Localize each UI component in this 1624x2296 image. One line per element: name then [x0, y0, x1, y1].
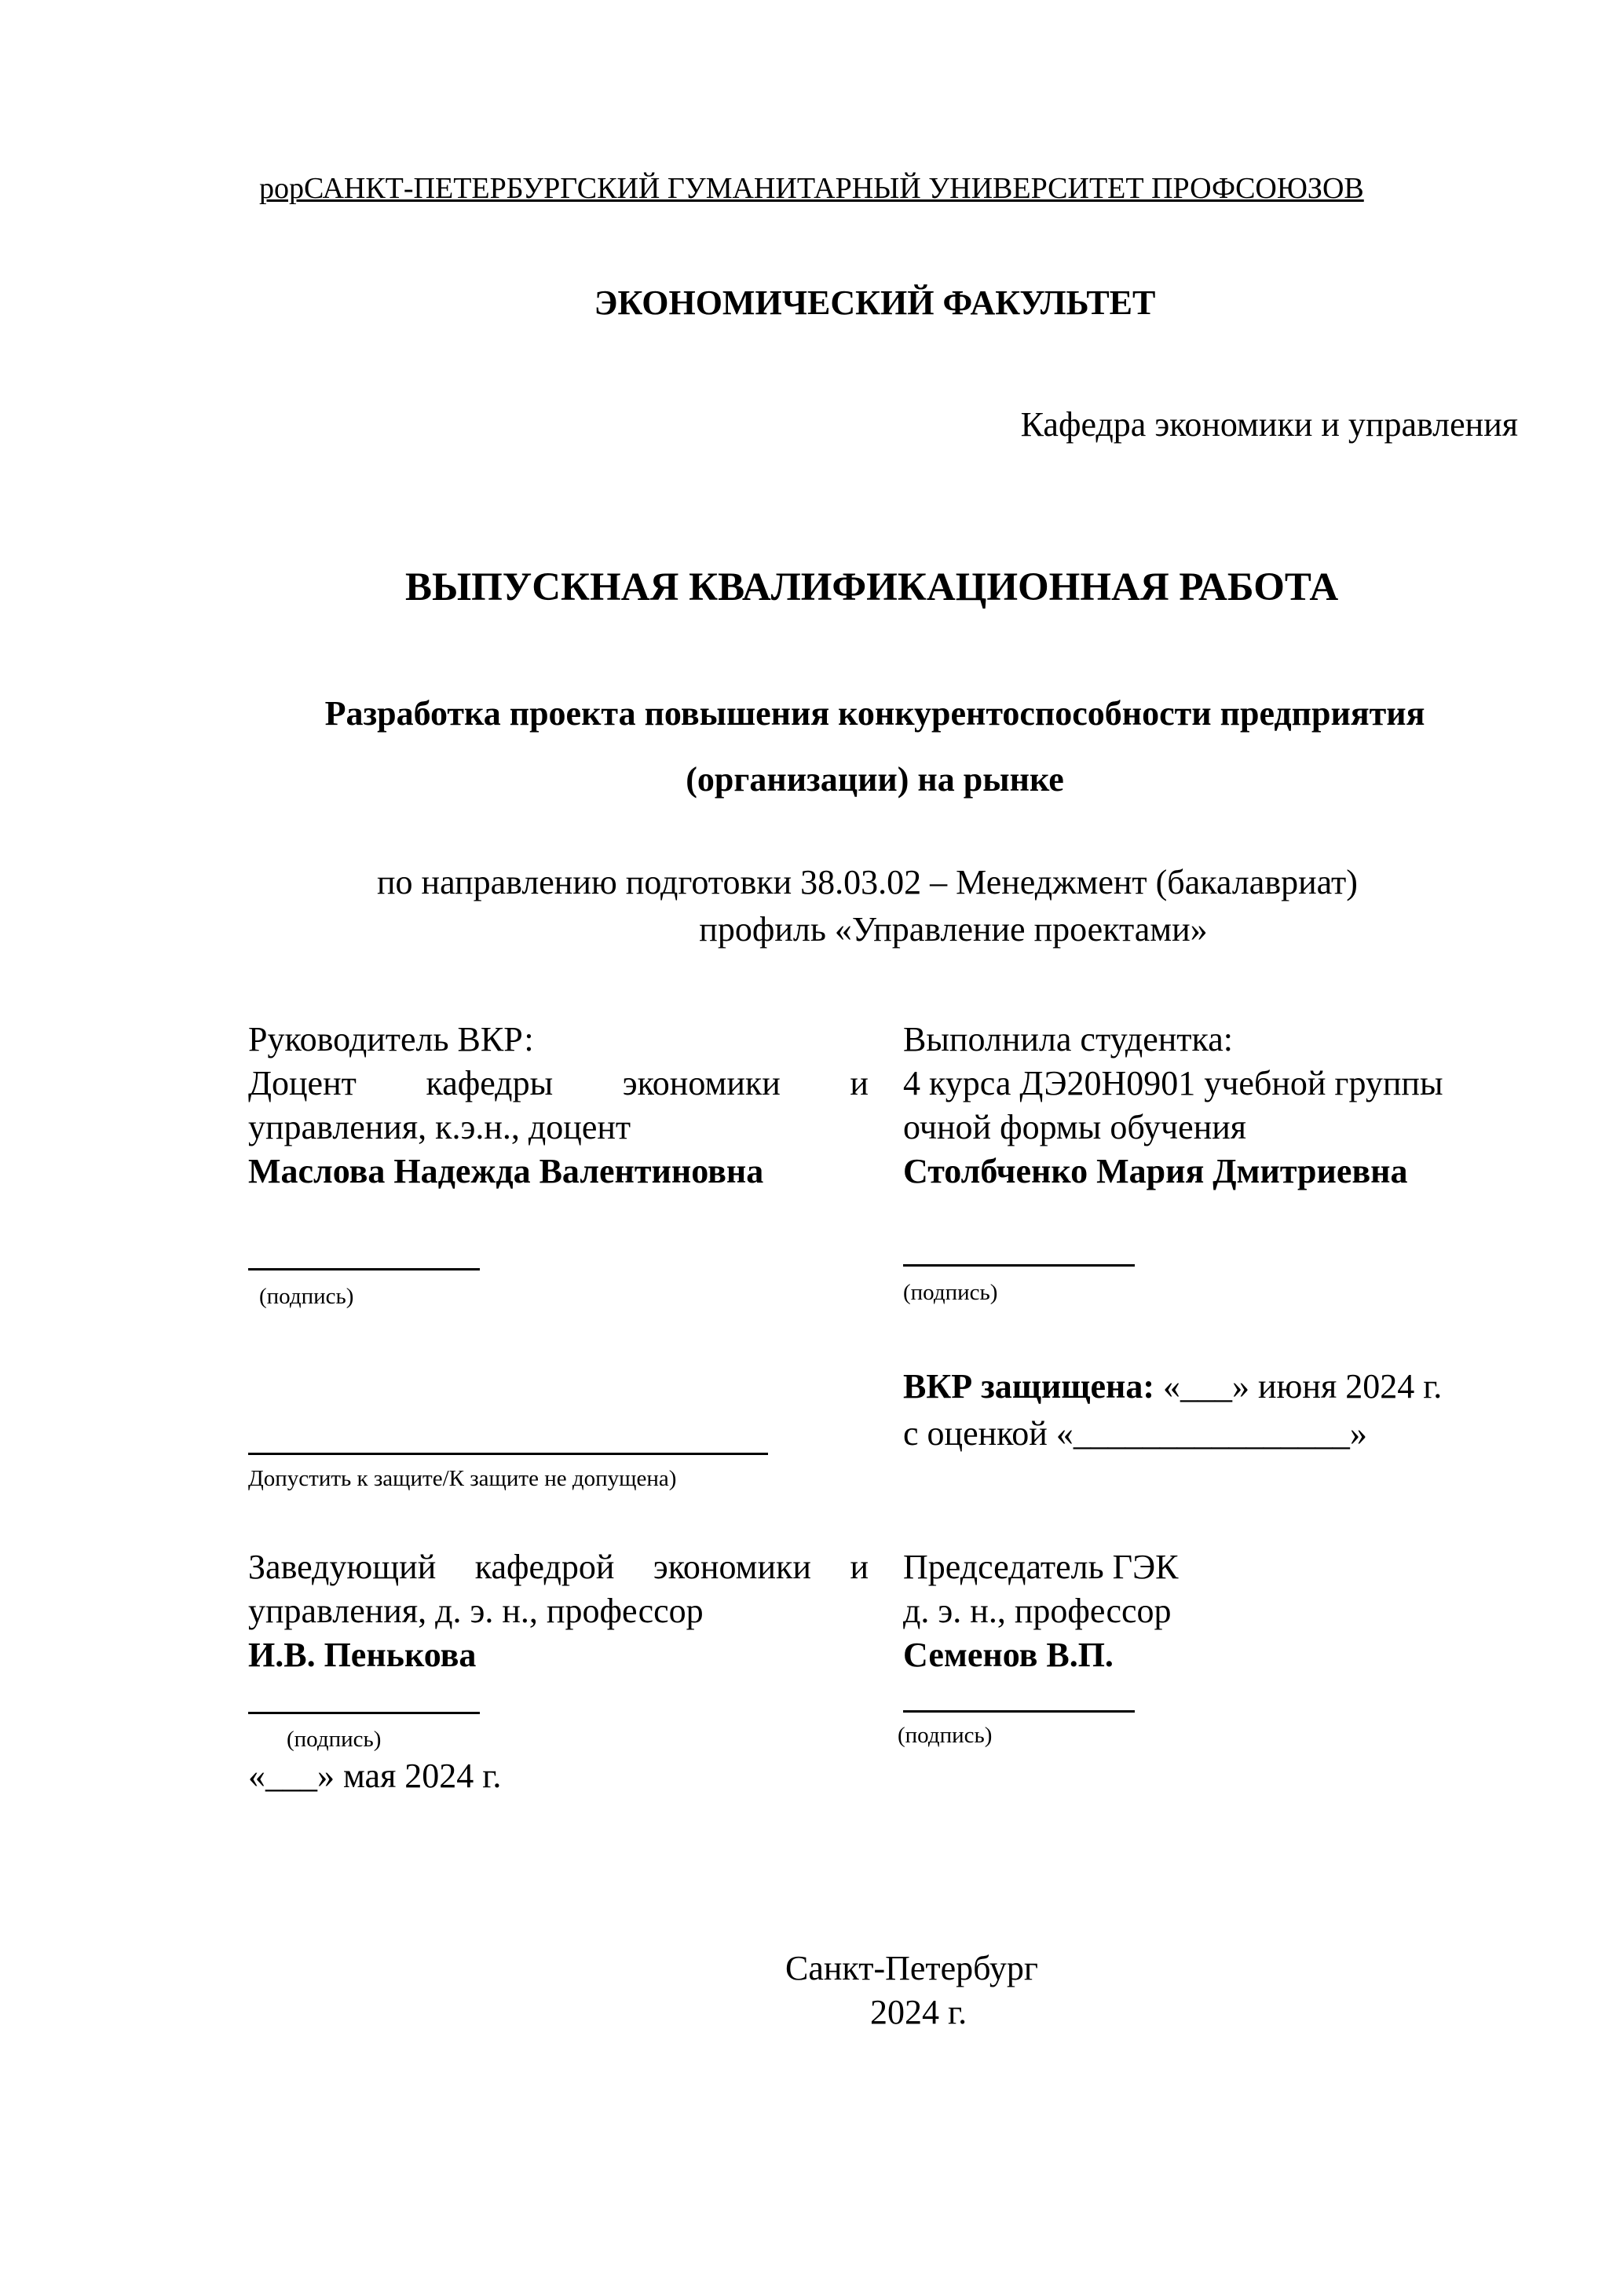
student-signature-caption: (подпись)	[903, 1280, 998, 1305]
faculty-name: ЭКОНОМИЧЕСКИЙ ФАКУЛЬТЕТ	[594, 283, 1156, 322]
footer-year: 2024 г.	[870, 1993, 967, 2031]
supervisor-position	[248, 1062, 869, 1106]
head-of-department-block	[248, 1545, 869, 1677]
word: Доцент	[248, 1064, 357, 1102]
topic-line-2: (организации) на рынке	[686, 760, 1064, 799]
defense-date	[903, 1366, 1442, 1408]
chairman-degree: д. э. н., профессор	[903, 1592, 1172, 1630]
word: экономики	[653, 1548, 811, 1586]
word: и	[850, 1548, 869, 1586]
supervisor-name: Маслова Надежда Валентиновна	[248, 1152, 764, 1190]
supervisor-block	[248, 1018, 869, 1194]
defense-label: ВКР защищена:	[903, 1367, 1154, 1406]
supervisor-signature-line	[248, 1268, 480, 1270]
study-profile: профиль «Управление проектами»	[699, 910, 1208, 949]
student-block	[903, 1018, 1443, 1194]
student-name: Столбченко Мария Дмитриевна	[903, 1152, 1408, 1190]
admission-line	[248, 1453, 768, 1455]
defense-grade: с оценкой «________________»	[903, 1414, 1367, 1453]
chairman-block	[903, 1545, 1179, 1677]
topic-line-1: Разработка проекта повышения конкурентоспособности предприятия	[324, 694, 1425, 733]
supervisor-signature-caption: (подпись)	[259, 1284, 354, 1309]
head-signature-line	[248, 1712, 480, 1714]
word: кафедрой	[474, 1548, 615, 1586]
university-name: рорСАНКТ-ПЕТЕРБУРГСКИЙ ГУМАНИТАРНЫЙ УНИВЕРСИТЕТ ПРОФСОЮЗОВ	[259, 172, 1364, 205]
head-name: И.В. Пенькова	[248, 1636, 477, 1674]
head-position-cont: управления, д. э. н., профессор	[248, 1592, 704, 1630]
word: Заведующий	[248, 1548, 437, 1586]
chairman-name: Семенов В.П.	[903, 1636, 1114, 1674]
chairman-signature-line	[903, 1710, 1135, 1713]
head-signature-caption: (подпись)	[287, 1727, 382, 1752]
admission-caption: Допустить к защите/К защите не допущена)	[248, 1466, 677, 1491]
word: экономики	[622, 1064, 781, 1102]
student-signature-line	[903, 1264, 1135, 1267]
head-position	[248, 1545, 869, 1589]
word: кафедры	[426, 1064, 554, 1102]
supervisor-label: Руководитель ВКР:	[248, 1020, 534, 1058]
footer-city: Санкт-Петербург	[785, 1949, 1038, 1987]
chairman-label: Председатель ГЭК	[903, 1548, 1179, 1586]
word: и	[850, 1064, 869, 1102]
work-type-title: ВЫПУСКНАЯ КВАЛИФИКАЦИОННАЯ РАБОТА	[405, 565, 1339, 609]
student-label: Выполнила студентка:	[903, 1020, 1233, 1058]
head-date: «___» мая 2024 г.	[248, 1757, 502, 1795]
student-course: 4 курса ДЭ20Н0901 учебной группы	[903, 1064, 1443, 1102]
study-direction: по направлению подготовки 38.03.02 – Менеджмент (бакалавриат)	[377, 863, 1358, 901]
chairman-signature-caption: (подпись)	[898, 1723, 993, 1748]
department-name: Кафедра экономики и управления	[1020, 405, 1518, 444]
student-study-form: очной формы обучения	[903, 1108, 1247, 1146]
defense-date-text: «___» июня 2024 г.	[1163, 1367, 1443, 1406]
supervisor-position-cont: управления, к.э.н., доцент	[248, 1108, 631, 1146]
